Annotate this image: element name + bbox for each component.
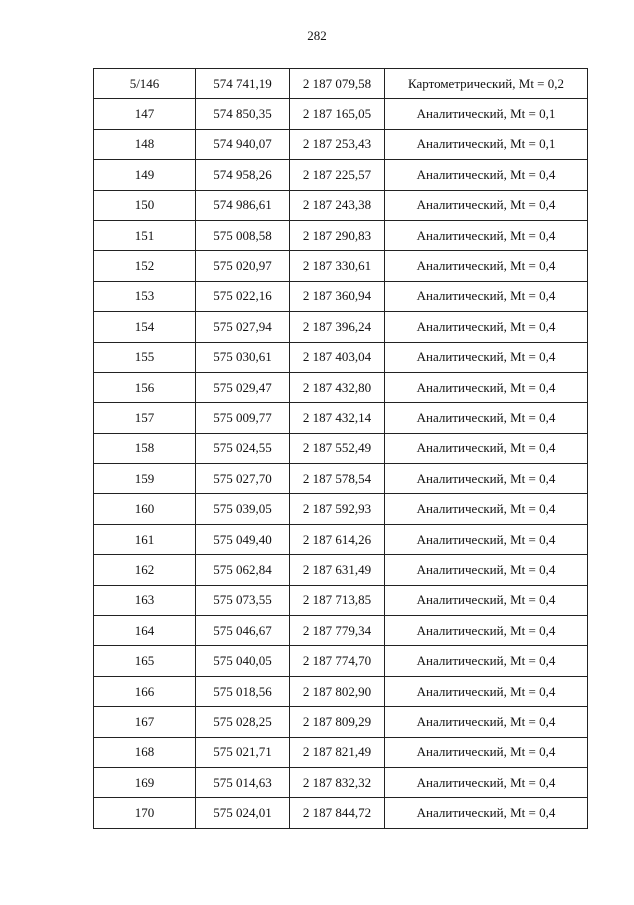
method-cell: Аналитический, Mt = 0,4: [385, 676, 588, 706]
y-coordinate-cell: 2 187 432,14: [290, 403, 385, 433]
x-coordinate-cell: 575 009,77: [196, 403, 290, 433]
table-row: [94, 281, 588, 311]
y-coordinate-cell: 2 187 165,05: [290, 99, 385, 129]
y-coordinate-cell: 2 187 631,49: [290, 555, 385, 585]
table-row: [94, 251, 588, 281]
y-coordinate-cell: 2 187 225,57: [290, 160, 385, 190]
y-coordinate-cell: 2 187 403,04: [290, 342, 385, 372]
x-coordinate-cell: 575 024,01: [196, 798, 290, 828]
table-row: [94, 737, 588, 767]
x-coordinate-cell: 575 039,05: [196, 494, 290, 524]
point-number-cell: 165: [94, 646, 196, 676]
y-coordinate-cell: 2 187 290,83: [290, 220, 385, 250]
y-coordinate-cell: 2 187 079,58: [290, 69, 385, 99]
point-number-cell: 159: [94, 464, 196, 494]
method-cell: Аналитический, Mt = 0,4: [385, 281, 588, 311]
point-number-cell: 157: [94, 403, 196, 433]
method-cell: Аналитический, Mt = 0,4: [385, 798, 588, 828]
table-row: [94, 69, 588, 99]
table-row: [94, 342, 588, 372]
x-coordinate-cell: 574 940,07: [196, 129, 290, 159]
table-row: [94, 767, 588, 797]
x-coordinate-cell: 574 958,26: [196, 160, 290, 190]
table-row: [94, 190, 588, 220]
table-row: [94, 220, 588, 250]
x-coordinate-cell: 575 024,55: [196, 433, 290, 463]
table-row: [94, 160, 588, 190]
coordinates-table-body: [94, 69, 588, 829]
table-row: [94, 433, 588, 463]
point-number-cell: 150: [94, 190, 196, 220]
method-cell: Аналитический, Mt = 0,4: [385, 312, 588, 342]
y-coordinate-cell: 2 187 360,94: [290, 281, 385, 311]
y-coordinate-cell: 2 187 713,85: [290, 585, 385, 615]
method-cell: Аналитический, Mt = 0,4: [385, 707, 588, 737]
point-number-cell: 160: [94, 494, 196, 524]
point-number-cell: 164: [94, 616, 196, 646]
method-cell: Аналитический, Mt = 0,4: [385, 464, 588, 494]
table-row: [94, 585, 588, 615]
x-coordinate-cell: 574 741,19: [196, 69, 290, 99]
method-cell: Аналитический, Mt = 0,4: [385, 585, 588, 615]
x-coordinate-cell: 575 027,94: [196, 312, 290, 342]
y-coordinate-cell: 2 187 253,43: [290, 129, 385, 159]
table-row: [94, 524, 588, 554]
point-number-cell: 5/146: [94, 69, 196, 99]
point-number-cell: 163: [94, 585, 196, 615]
point-number-cell: 166: [94, 676, 196, 706]
point-number-cell: 169: [94, 767, 196, 797]
method-cell: Аналитический, Mt = 0,4: [385, 251, 588, 281]
method-cell: Аналитический, Mt = 0,4: [385, 494, 588, 524]
x-coordinate-cell: 575 022,16: [196, 281, 290, 311]
x-coordinate-cell: 575 018,56: [196, 676, 290, 706]
point-number-cell: 147: [94, 99, 196, 129]
method-cell: Аналитический, Mt = 0,4: [385, 767, 588, 797]
method-cell: Аналитический, Mt = 0,4: [385, 555, 588, 585]
y-coordinate-cell: 2 187 832,32: [290, 767, 385, 797]
y-coordinate-cell: 2 187 592,93: [290, 494, 385, 524]
point-number-cell: 162: [94, 555, 196, 585]
x-coordinate-cell: 575 062,84: [196, 555, 290, 585]
x-coordinate-cell: 575 040,05: [196, 646, 290, 676]
point-number-cell: 161: [94, 524, 196, 554]
method-cell: Аналитический, Mt = 0,4: [385, 616, 588, 646]
x-coordinate-cell: 575 020,97: [196, 251, 290, 281]
y-coordinate-cell: 2 187 243,38: [290, 190, 385, 220]
table-row: [94, 403, 588, 433]
y-coordinate-cell: 2 187 552,49: [290, 433, 385, 463]
x-coordinate-cell: 575 073,55: [196, 585, 290, 615]
point-number-cell: 156: [94, 372, 196, 402]
method-cell: Картометрический, Mt = 0,2: [385, 69, 588, 99]
y-coordinate-cell: 2 187 396,24: [290, 312, 385, 342]
y-coordinate-cell: 2 187 802,90: [290, 676, 385, 706]
point-number-cell: 151: [94, 220, 196, 250]
y-coordinate-cell: 2 187 774,70: [290, 646, 385, 676]
x-coordinate-cell: 575 008,58: [196, 220, 290, 250]
x-coordinate-cell: 575 021,71: [196, 737, 290, 767]
y-coordinate-cell: 2 187 809,29: [290, 707, 385, 737]
table-row: [94, 312, 588, 342]
table-row: [94, 494, 588, 524]
y-coordinate-cell: 2 187 844,72: [290, 798, 385, 828]
table-row: [94, 616, 588, 646]
y-coordinate-cell: 2 187 779,34: [290, 616, 385, 646]
table-row: [94, 707, 588, 737]
y-coordinate-cell: 2 187 432,80: [290, 372, 385, 402]
y-coordinate-cell: 2 187 330,61: [290, 251, 385, 281]
method-cell: Аналитический, Mt = 0,4: [385, 160, 588, 190]
point-number-cell: 155: [94, 342, 196, 372]
table-row: [94, 99, 588, 129]
point-number-cell: 148: [94, 129, 196, 159]
table-row: [94, 372, 588, 402]
method-cell: Аналитический, Mt = 0,4: [385, 737, 588, 767]
coordinates-table: [93, 68, 588, 829]
point-number-cell: 170: [94, 798, 196, 828]
point-number-cell: 152: [94, 251, 196, 281]
table-row: [94, 646, 588, 676]
page-number: 282: [307, 28, 327, 43]
method-cell: Аналитический, Mt = 0,4: [385, 646, 588, 676]
x-coordinate-cell: 574 850,35: [196, 99, 290, 129]
x-coordinate-cell: 575 049,40: [196, 524, 290, 554]
y-coordinate-cell: 2 187 821,49: [290, 737, 385, 767]
x-coordinate-cell: 574 986,61: [196, 190, 290, 220]
point-number-cell: 149: [94, 160, 196, 190]
point-number-cell: 154: [94, 312, 196, 342]
x-coordinate-cell: 575 030,61: [196, 342, 290, 372]
method-cell: Аналитический, Mt = 0,4: [385, 372, 588, 402]
method-cell: Аналитический, Mt = 0,4: [385, 403, 588, 433]
x-coordinate-cell: 575 029,47: [196, 372, 290, 402]
y-coordinate-cell: 2 187 614,26: [290, 524, 385, 554]
point-number-cell: 153: [94, 281, 196, 311]
point-number-cell: 158: [94, 433, 196, 463]
x-coordinate-cell: 575 028,25: [196, 707, 290, 737]
table-row: [94, 464, 588, 494]
table-row: [94, 676, 588, 706]
point-number-cell: 168: [94, 737, 196, 767]
method-cell: Аналитический, Mt = 0,4: [385, 342, 588, 372]
point-number-cell: 167: [94, 707, 196, 737]
y-coordinate-cell: 2 187 578,54: [290, 464, 385, 494]
x-coordinate-cell: 575 014,63: [196, 767, 290, 797]
method-cell: Аналитический, Mt = 0,1: [385, 129, 588, 159]
table-row: [94, 129, 588, 159]
method-cell: Аналитический, Mt = 0,4: [385, 524, 588, 554]
table-row: [94, 555, 588, 585]
table-row: [94, 798, 588, 828]
method-cell: Аналитический, Mt = 0,1: [385, 99, 588, 129]
method-cell: Аналитический, Mt = 0,4: [385, 433, 588, 463]
x-coordinate-cell: 575 027,70: [196, 464, 290, 494]
method-cell: Аналитический, Mt = 0,4: [385, 220, 588, 250]
x-coordinate-cell: 575 046,67: [196, 616, 290, 646]
method-cell: Аналитический, Mt = 0,4: [385, 190, 588, 220]
